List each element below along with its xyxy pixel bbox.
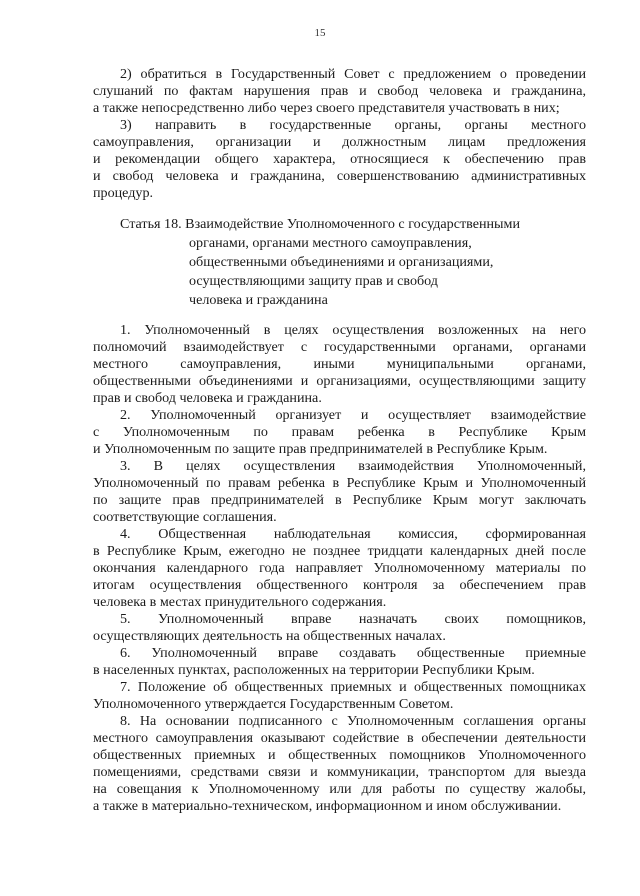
paragraph-1-line: общественными объединениями и организациями, осуществляющими защиту [93, 373, 586, 389]
paragraph-8-line: а также в материально-техническом, информационном и ином обслуживании. [93, 798, 562, 814]
paragraph-2-line: и Уполномоченным по защите прав предпринимателей в Республике Крым. [93, 441, 548, 457]
paragraph-5-line: 5. Уполномоченный вправе назначать своих помощников, [120, 611, 586, 627]
paragraph-3-line: 3. В целях осуществления взаимодействия Уполномоченный, [120, 458, 586, 474]
item-3-line: процедур. [93, 185, 154, 201]
item-3-line: и свобод человека и гражданина, совершенствованию административных [93, 168, 586, 184]
article-heading-line: общественными объединениями и организациями, [189, 254, 494, 270]
item-2-line: а также непосредственно либо через своего представителя участвовать в них; [93, 100, 560, 116]
article-heading-line: Статья 18. Взаимодействие Уполномоченного с государственными [120, 216, 520, 232]
item-2-line: слушаний по фактам нарушения прав и свобод человека и гражданина, [93, 83, 586, 99]
paragraph-8-line: местного самоуправления оказывают содействие в обеспечении деятельности [93, 730, 586, 746]
paragraph-4-line: 4. Общественная наблюдательная комиссия, сформированная [120, 526, 586, 542]
paragraph-4-line: в Республике Крым, ежегодно не позднее тридцати календарных дней после [93, 543, 586, 559]
article-heading-line: осуществляющими защиту прав и свобод [189, 273, 438, 289]
page-number: 15 [314, 27, 326, 39]
paragraph-3-line: Уполномоченный по правам ребенка в Республике Крым и Уполномоченный [93, 475, 586, 491]
item-3-line: 3) направить в государственные органы, органы местного [120, 117, 586, 133]
article-heading-line: органами, органами местного самоуправления, [189, 235, 472, 251]
paragraph-4-line: окончания календарного года направляет Уполномоченному материалы по [93, 560, 586, 576]
paragraph-5-line: осуществляющих деятельность на общественных началах. [93, 628, 446, 644]
item-2-line: 2) обратиться в Государственный Совет с предложением о проведении [120, 66, 586, 82]
paragraph-3-line: по защите прав предпринимателей в Республике Крым могут заключать [93, 492, 586, 508]
paragraph-2-line: с Уполномоченным по правам ребенка в Республике Крым [93, 424, 586, 440]
paragraph-1-line: прав и свобод человека и гражданина. [93, 390, 322, 406]
paragraph-2-line: 2. Уполномоченный организует и осуществляет взаимодействие [120, 407, 586, 423]
paragraph-8-line: общественных приемных и общественных помощников Уполномоченного [93, 747, 586, 763]
paragraph-8-line: 8. На основании подписанного с Уполномоченным соглашения органы [120, 713, 586, 729]
paragraph-6-line: 6. Уполномоченный вправе создавать общественные приемные [120, 645, 586, 661]
paragraph-1-line: полномочий взаимодействует с государственными органами, органами [93, 339, 586, 355]
article-heading-line: человека и гражданина [189, 292, 328, 308]
paragraph-3-line: соответствующие соглашения. [93, 509, 277, 525]
paragraph-4-line: итогам осуществления общественного контроля за обеспечением прав [93, 577, 586, 593]
paragraph-8-line: помещениями, средствами связи и коммуникации, транспортом для выезда [93, 764, 586, 780]
paragraph-1-line: 1. Уполномоченный в целях осуществления возложенных на него [120, 322, 586, 338]
paragraph-6-line: в населенных пунктах, расположенных на территории Республики Крым. [93, 662, 535, 678]
paragraph-7-line: Уполномоченного утверждается Государственным Советом. [93, 696, 454, 712]
paragraph-8-line: на совещания к Уполномоченному или для работы по существу жалобы, [93, 781, 586, 797]
item-3-line: самоуправления, организации и должностным лицам предложения [93, 134, 586, 150]
paragraph-4-line: человека в местах принудительного содержания. [93, 594, 387, 610]
paragraph-1-line: местного самоуправления, иными муниципальными органами, [93, 356, 586, 372]
item-3-line: и рекомендации общего характера, относящиеся к обеспечению прав [93, 151, 586, 167]
paragraph-7-line: 7. Положение об общественных приемных и общественных помощниках [120, 679, 586, 695]
